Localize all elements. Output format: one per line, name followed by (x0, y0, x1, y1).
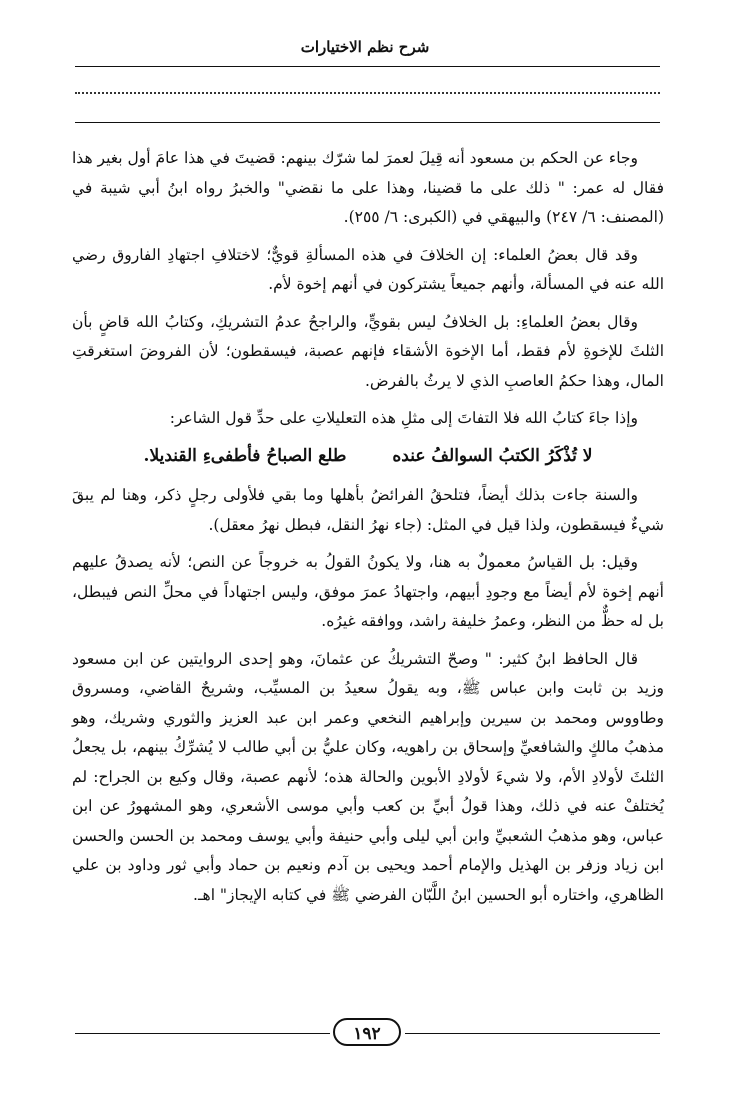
page-number: ١٩٢ (333, 1018, 401, 1046)
page-body (72, 144, 664, 918)
paragraph: وقيل: بل القياسُ معمولٌ به هنا، ولا يكونُ القولُ به خروجاً عن النص؛ لأنه يصدقُ عليهم أنهم إخوة لأم أيضاً مع وجودِ أبيهم، واجتهادُ عمرَ موفق، وليس اجتهاداً في محلِّ النص فيبطل، بل له حظٌّ من النظر، وعمرُ خليفة راشد، ووافقه غيرُه. (72, 553, 664, 630)
running-header-title: شرح نظم الاختيارات (300, 38, 430, 56)
footer-rule-left (75, 1033, 330, 1034)
footer-rule-right (405, 1033, 660, 1034)
header-rule-bottom (75, 122, 660, 123)
paragraph: والسنة جاءت بذلك أيضاً، فتلحقُ الفرائضُ بأهلها وما بقي فلأولى رجلٍ ذكر، وهنا لم يبقَ شيءٌ فيسقطون، ولذا قيل في المثل: (جاء نهرُ النقل، فبطل نهرُ معقل). (72, 486, 664, 534)
paragraph: وقد قال بعضُ العلماء: إن الخلافَ في هذه المسألةِ قويٌّ؛ لاختلافِ اجتهادِ الفاروق رضي الله عنه في المسألة، وأنهم جميعاً يشتركون في أنهم إخوة لأم. (72, 245, 664, 293)
poetry-verse (72, 442, 664, 472)
paragraph: وإذا جاءَ كتابُ الله فلا التفاتَ إلى مثلِ هذه التعليلاتِ على حدِّ قول الشاعر: (169, 409, 638, 427)
paragraph: وقال بعضُ العلماءِ: بل الخلافُ ليس بقويٍّ، والراجحُ عدمُ التشريكِ، وكتابُ الله قاضٍ بأن الثلثَ للإخوةِ لأم فقط، أما الإخوة الأشقاء فإنهم عصبة، فيسقطون؛ لأن الفروضَ استغرقتِ المال، وهذا حكمُ العاصبِ الذي لا يرثُ بالفرض. (72, 312, 664, 390)
verse-second-hemistich: طلع الصباحُ فأطفىءِ القنديلا. (143, 445, 347, 466)
paragraph: وجاء عن الحكم بن مسعود أنه قِيلَ لعمرَ لما شرّك بينهم: قضيتَ في هذا عامَ أول بغير هذا فقال له عمر: " ذلك على ما قضينا، وهذا على ما نقضي" والخبرُ رواه ابنُ أبي شيبة في (المصنف: ٦/ ٢٤٧) والبيهقي في (الكبرى: ٦/ ٢٥٥). (72, 149, 664, 226)
paragraph: قال الحافظ ابنُ كثير: " وصحّ التشريكُ عن عثمانَ، وهو إحدى الروايتين عن ابن مسعود وزيد بن ثابت وابن عباس ﷺ، وبه يقولُ سعيدُ بن المسيِّب، وشريحٌ القاضي، ومسروق وطاووس ومحمد بن سيرين وإبراهيم النخعي وعمر ابن عبد العزيز والثوري وشريك، وهو مذهبُ مالكٍ والشافعيِّ وإسحاق بن راهويه، وكان عليُّ بن أبي طالب لا يُشرِّكُ بينهم، بل يجعلُ الثلثَ لأولادِ الأم، ولا شيءَ لأولادِ الأبوين والحالة هذه؛ لأنهم عصبة، وقال وكيع بن الجراح: لم يُختلفْ عنه في ذلك، وهذا قولُ أبيِّ بن كعب وأبي موسى الأشعري، وهو المشهورُ عن ابن عباس، وهو مذهبُ الشعبيِّ وابن أبي ليلى وأبي حنيفة وأبي يوسف ومحمد بن الحسن والحسن ابن زياد وزفر بن الهذيل والإمام أحمد ويحيى بن آدم ونعيم بن حماد وأبي ثور وداود بن علي الظاهري، واختاره أبو الحسين ابنُ اللَّبّان الفرضي ﷺ في كتابه الإيجاز" اهـ. (72, 649, 665, 904)
header-rule-top (75, 66, 660, 67)
verse-first-hemistich: لا تُذْكَرُ الكتبُ السوالفُ عنده (392, 445, 593, 466)
header-dotted-line (75, 92, 660, 94)
